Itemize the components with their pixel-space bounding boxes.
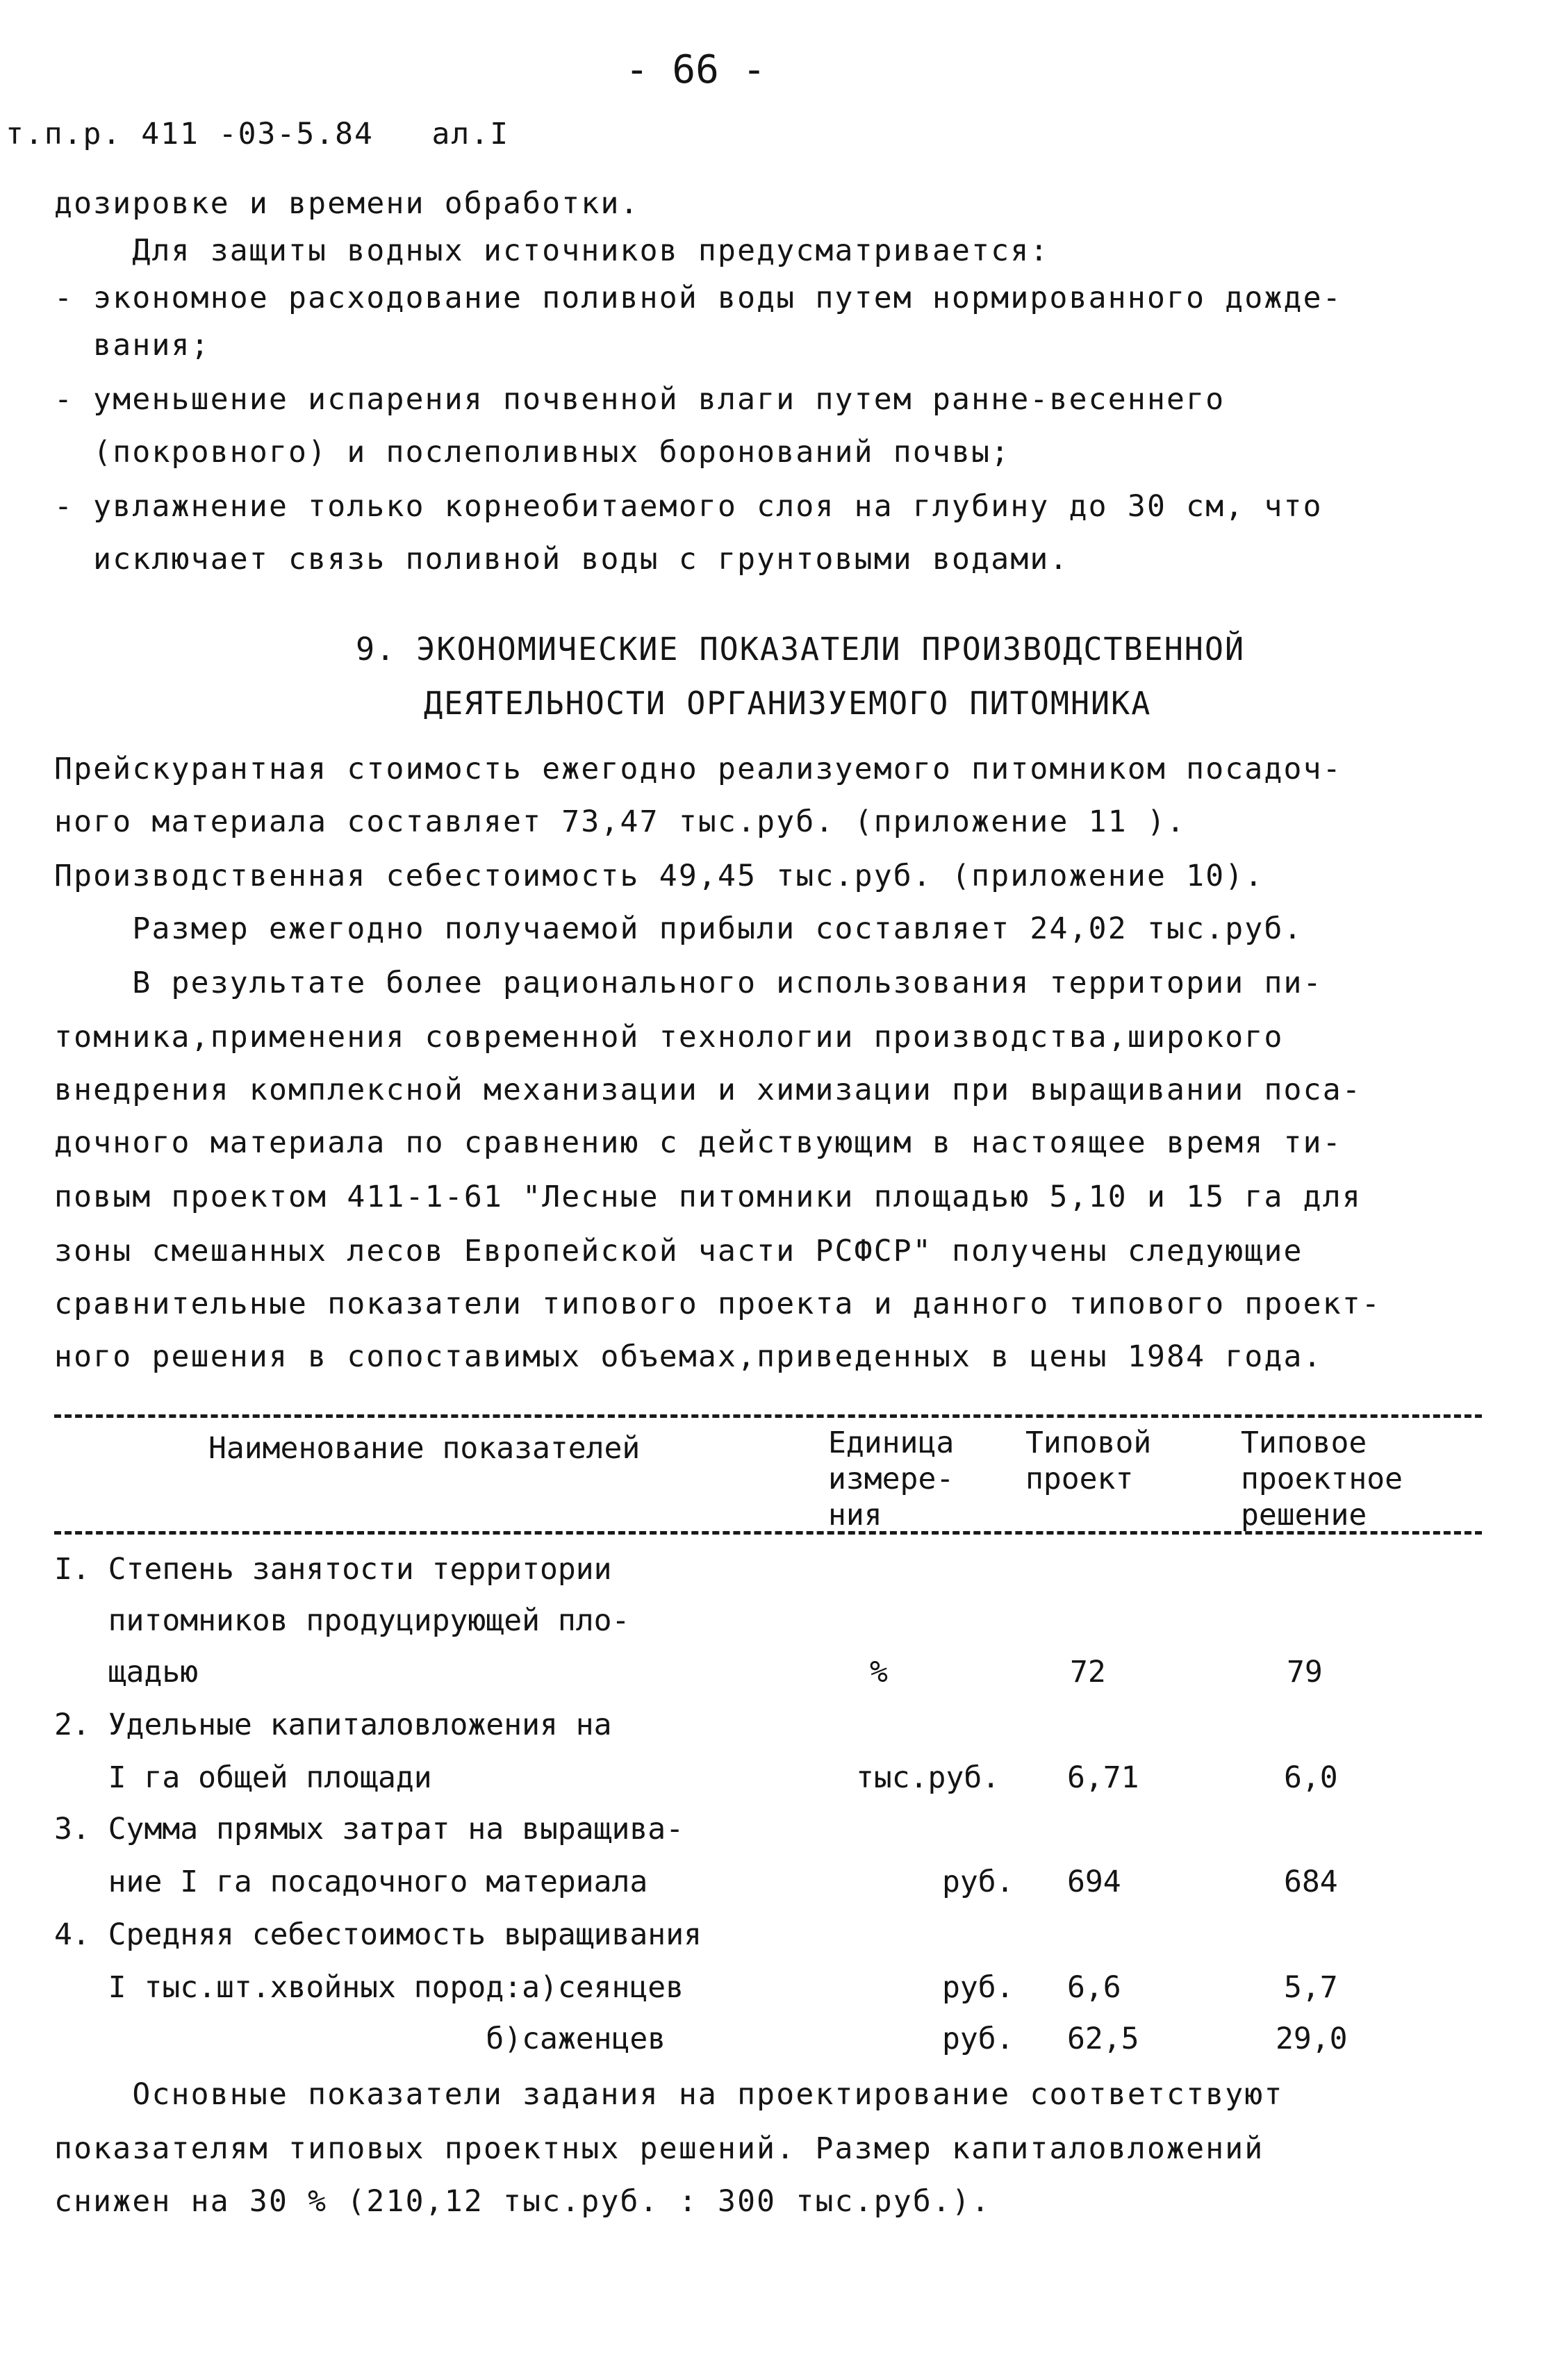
text-line: (покровного) и послеполивных боронований почвы;: [54, 435, 1011, 470]
header-typical-solution: проектное: [1241, 1462, 1403, 1496]
document-reference: т.п.р. 411 -03-5.84 ал.I: [6, 117, 510, 151]
text-line: томника,применения современной технологии производства,широкого: [54, 1020, 1284, 1055]
row-unit: %: [870, 1655, 888, 1689]
text-line: ного материала составляет 73,47 тыс.руб. (приложение 11 ).: [54, 804, 1187, 839]
row-name: ние I га посадочного материала: [54, 1865, 648, 1899]
text-line: Производственная себестоимость 49,45 тыс.руб. (приложение 10).: [54, 859, 1264, 893]
text-line: - экономное расходование поливной воды путем нормированного дожде-: [54, 281, 1342, 315]
header-typical-solution: решение: [1241, 1498, 1367, 1532]
row-name: б)саженцев: [54, 2022, 666, 2056]
row-typical-value: 72: [1070, 1655, 1106, 1689]
text-line: - уменьшение испарения почвенной влаги путем ранне-весеннего: [54, 382, 1226, 417]
row-solution-value: 5,7: [1284, 1970, 1338, 2005]
row-name: питомников продуцирующей пло-: [54, 1603, 630, 1638]
row-name: щадью: [54, 1655, 199, 1689]
header-name: Наименование показателей: [208, 1431, 641, 1466]
row-solution-value: 29,0: [1276, 2022, 1348, 2056]
row-typical-value: 6,71: [1067, 1760, 1139, 1795]
text-line: Основные показатели задания на проектирование соответствуют: [54, 2077, 1284, 2112]
row-unit: руб.: [942, 2022, 1014, 2056]
row-name: I тыс.шт.хвойных пород:а)сеянцев: [54, 1970, 684, 2005]
section-title: 9. ЭКОНОМИЧЕСКИЕ ПОКАЗАТЕЛИ ПРОИЗВОДСТВЕННОЙ: [356, 631, 1246, 668]
row-typical-value: 694: [1067, 1865, 1121, 1899]
row-unit: тыс.руб.: [856, 1760, 1000, 1795]
row-typical-value: 6,6: [1067, 1970, 1121, 2005]
text-line: снижен на 30 % (210,12 тыс.руб. : 300 тыс.руб.).: [54, 2184, 991, 2219]
row-typical-value: 62,5: [1067, 2022, 1139, 2056]
row-name: I га общей площади: [54, 1760, 432, 1795]
header-unit: ния: [828, 1498, 882, 1532]
header-unit: Единица: [828, 1425, 955, 1460]
row-name: I. Степень занятости территории: [54, 1552, 612, 1587]
text-line: дозировке и времени обработки.: [54, 186, 640, 221]
text-line: повым проектом 411-1-61 "Лесные питомники площадью 5,10 и 15 га для: [54, 1180, 1362, 1214]
row-name: 3. Сумма прямых затрат на выращива-: [54, 1812, 684, 1846]
table-top-rule: [54, 1414, 1482, 1418]
text-line: вания;: [54, 328, 211, 363]
text-line: показателям типовых проектных решений. Размер капиталовложений: [54, 2131, 1264, 2166]
row-unit: руб.: [942, 1970, 1014, 2005]
row-name: 2. Удельные капиталовложения на: [54, 1708, 612, 1742]
text-line: В результате более рационального использования территории пи-: [54, 966, 1323, 1000]
text-line: Размер ежегодно получаемой прибыли составляет 24,02 тыс.руб.: [54, 911, 1303, 946]
row-name: 4. Средняя себестоимость выращивания: [54, 1917, 702, 1952]
text-line: исключает связь поливной воды с грунтовыми водами.: [54, 542, 1069, 577]
page-number: - 66 -: [625, 47, 766, 92]
header-typical-project: проект: [1025, 1462, 1134, 1496]
text-line: дочного материала по сравнению с действующим в настоящее время ти-: [54, 1125, 1342, 1160]
header-typical-project: Типовой: [1025, 1425, 1152, 1460]
section-title: ДЕЯТЕЛЬНОСТИ ОРГАНИЗУЕМОГО ПИТОМНИКА: [424, 685, 1152, 722]
row-solution-value: 684: [1284, 1865, 1338, 1899]
header-typical-solution: Типовое: [1241, 1425, 1367, 1460]
row-unit: руб.: [942, 1865, 1014, 1899]
text-line: сравнительные показатели типового проекта и данного типового проект-: [54, 1287, 1381, 1321]
text-line: Для защиты водных источников предусматривается:: [54, 233, 1050, 268]
text-line: зоны смешанных лесов Европейской части РСФСР" получены следующие: [54, 1234, 1303, 1268]
text-line: внедрения комплексной механизации и химизации при выращивании поса-: [54, 1073, 1362, 1107]
text-line: Прейскурантная стоимость ежегодно реализуемого питомником посадоч-: [54, 752, 1342, 786]
row-solution-value: 6,0: [1284, 1760, 1338, 1795]
text-line: ного решения в сопоставимых объемах,приведенных в цены 1984 года.: [54, 1339, 1323, 1374]
text-line: - увлажнение только корнеобитаемого слоя на глубину до 30 см, что: [54, 489, 1323, 524]
table-header-rule: [54, 1531, 1482, 1535]
row-solution-value: 79: [1287, 1655, 1323, 1689]
header-unit: измере-: [828, 1462, 955, 1496]
